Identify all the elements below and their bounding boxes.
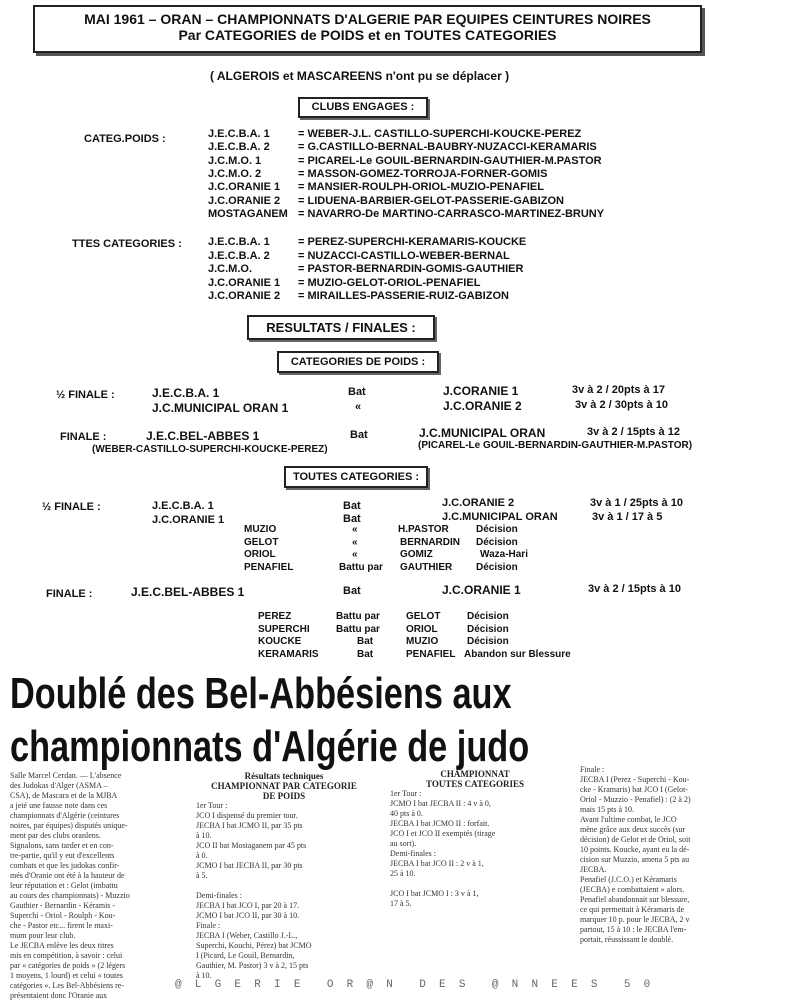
club-members: = NAVARRO-De MARTINO-CARRASCO-MARTINEZ-BRUNY (298, 207, 605, 220)
ttes-demi-label: ½ FINALE : (42, 501, 101, 513)
ttes-demi-1-a: J.E.C.B.A. 1 (152, 500, 214, 512)
poids-demi-2-b: J.C.ORANIE 2 (443, 399, 522, 413)
bout-result: Décision (467, 636, 509, 647)
club-members: = PICAREL-Le GOUIL-BERNARDIN-GAUTHIER-M.PASTOR (298, 154, 602, 167)
bout-verb: Battu par (336, 611, 380, 622)
ttes-demi-2-score: 3v à 1 / 17 à 5 (592, 511, 663, 523)
club-members: = WEBER-J.L. CASTILLO-SUPERCHI-KOUCKE-PEREZ (298, 128, 582, 140)
headline-line-2: championnats d'Algérie de judo (10, 722, 530, 771)
bout-fighter-a: PENAFIEL (244, 561, 294, 573)
club-members: = G.CASTILLO-BERNAL-BAUBRY-NUZACCI-KERAMARIS (298, 141, 597, 154)
ttes-finale-label: FINALE : (46, 588, 93, 600)
club-name: J.E.C.B.A. 2 (208, 141, 270, 154)
bout-verb: Bat (357, 648, 374, 660)
title-box (33, 5, 702, 53)
club-name: J.C.ORANIE 1 (208, 276, 281, 289)
bout-fighter-b: GAUTHIER (400, 561, 453, 573)
bout-verb: « (352, 536, 358, 548)
bout-fighter-a: ORIOL (244, 549, 276, 560)
bout-verb: Bat (357, 636, 374, 647)
ttes-finale-verb: Bat (343, 585, 361, 597)
club-members: = MASSON-GOMEZ-TORROJA-FORNER-GOMIS (298, 167, 548, 180)
bout-fighter-b: H.PASTOR (398, 524, 449, 535)
poids-demi-2-verb: « (355, 401, 362, 413)
bout-fighter-b: GELOT (406, 611, 441, 622)
club-name: J.C.M.O. 1 (208, 154, 262, 167)
poids-demi-1-score: 3v à 2 / 20pts à 17 (572, 384, 665, 396)
bout-verb: Battu par (339, 561, 383, 573)
poids-finale-a: J.E.C.BEL-ABBES 1 (146, 429, 260, 443)
ttes-demi-1-verb: Bat (343, 500, 361, 512)
newspaper-clipping (10, 665, 794, 1000)
bout-verb: Battu par (336, 623, 380, 635)
title-line-1: MAI 1961 – ORAN – CHAMPIONNATS D'ALGERIE PAR EQUIPES CEINTURES NOIRES (84, 11, 651, 27)
bout-verb: « (352, 549, 358, 560)
ttes-finale-b: J.C.ORANIE 1 (442, 583, 521, 597)
ttes-demi-2-verb: Bat (343, 513, 361, 525)
article-col-4: Finale : JECBA I (Perez - Superchi - Kou- cke - Kramaris) bat JCO I (Gelot- Oriol - Muzzio - Penafiel) : (2 à 2) mais 15 pts à 10. Avant l'ultime combat, le JCO mène grâce aux deux succès (sur décision) de Gelot et de Oriol, soit 10 points. Koucke, ayant eu la dé- cision sur Muzzio, amena 5 pts au JECBA. Penafiel (J.C.O.) et Kéramaris (JECBA) e combattaient » alors. Penafiel abandonnait sur blessure, ce qui permettait à Kéramaris de marquer 10 p. pour le JECBA, 2 v partout, 15 à 10 : le JECBA l'em- portait, réussissant le doublé. (580, 765, 691, 944)
article-col-3: 1er Tour : JCMO I bat JECBA II : 4 v à 0, 40 pts à 0. JECBA I bat JCMO II : forfait. JCO I et JCO II exemptés (tirage au sort). Demi-finales : JECBA I bat JCO II : 2 v à 1, 25 à 10. JCO I bat JCMO I : 3 v à 1, 17 à 5. (390, 789, 496, 908)
bout-result: Décision (467, 611, 509, 622)
ttes-demi-2-a: J.C.ORANIE 1 (152, 514, 225, 526)
ttes-finale-a: J.E.C.BEL-ABBES 1 (131, 585, 245, 599)
bout-fighter-a: KERAMARIS (258, 648, 319, 660)
bout-fighter-b: BERNARDIN (400, 536, 460, 548)
bout-result: Décision (476, 524, 518, 535)
bout-fighter-b: PENAFIEL (406, 648, 456, 660)
club-members: = MIRAILLES-PASSERIE-RUIZ-GABIZON (298, 290, 509, 302)
poids-finale-verb: Bat (350, 429, 368, 441)
poids-finale-score: 3v à 2 / 15pts à 12 (587, 426, 680, 438)
ttes-demi-2-b: J.C.MUNICIPAL ORAN (442, 511, 558, 523)
poids-demi-2-score: 3v à 2 / 30pts à 10 (575, 399, 668, 411)
club-members: = MANSIER-ROULPH-ORIOL-MUZIO-PENAFIEL (298, 181, 544, 194)
poids-demi-1-verb: Bat (348, 386, 366, 398)
club-members: = PASTOR-BERNARDIN-GOMIS-GAUTHIER (298, 263, 524, 275)
club-name: J.E.C.B.A. 2 (208, 249, 270, 262)
bout-result: Décision (476, 536, 518, 548)
cat-poids-title: CATEGORIES DE POIDS : (277, 351, 439, 373)
club-name: J.E.C.B.A. 1 (208, 128, 270, 140)
title-line-2: Par CATEGORIES de POIDS et en TOUTES CATEGORIES (178, 27, 557, 43)
club-members: = PEREZ-SUPERCHI-KERAMARIS-KOUCKE (298, 236, 527, 248)
bout-fighter-a: GELOT (244, 536, 279, 548)
article-col-1: Salle Marcel Cerdan. — L'absence des Judokas d'Alger (ASMA – CSA), de Mascara et de la MJBA a jeté une fausse note dans ces championnats d'Algérie (ceintures noires, par équipes) disputés unique- ment par des clubs oranlens. Signalons, sans tarder et en con- tre-partie, qu'il y eut d'excellents combats et que les judokas confir- més d'Oranie ont été à la hauteur de leur réputation et : Gelot (imbattu au cours des championnats) - Muzzio Gauthier - Bernardin - Kéramis - Superchi - Oriol - Roulph - Kou- che - Pastor etc... firent le maxi- mum pour leur club. Le JECBA enlève les deux titres mis en compétition, à savoir : celui par « catégories de poids » (2 légers 1 moyens, 1 lourd) et celui « toutes catégories ». Les Bel-Abbésiens re- présentaient donc l'Oranie aux (10, 771, 130, 1000)
results-title: RESULTATS / FINALES : (247, 315, 435, 340)
club-name: J.C.ORANIE 1 (208, 181, 281, 194)
watermark: @ L G E R I E O R @ N D E S @ N N E E S 5 0 (175, 979, 651, 991)
club-name: J.C.M.O. (208, 263, 253, 275)
clubs-title: CLUBS ENGAGES : (298, 97, 428, 118)
bout-result: Décision (476, 561, 518, 573)
poids-finale-a-team: (WEBER-CASTILLO-SUPERCHI-KOUCKE-PEREZ) (92, 444, 328, 455)
bout-fighter-b: ORIOL (406, 623, 438, 635)
absent-note: ( ALGEROIS et MASCAREENS n'ont pu se déplacer ) (210, 69, 510, 83)
ttes-finale-score: 3v à 2 / 15pts à 10 (588, 583, 681, 595)
club-name: MOSTAGANEM (208, 207, 288, 220)
bout-result: Abandon sur Blessure (464, 648, 571, 660)
categ-label: CATEG.POIDS : (84, 133, 166, 145)
bout-fighter-a: KOUCKE (258, 636, 302, 647)
bout-fighter-b: GOMIZ (400, 549, 433, 560)
article-col-3-title: CHAMPIONNAT TOUTES CATEGORIES (426, 769, 524, 789)
ttes-title: TOUTES CATEGORIES : (284, 466, 428, 488)
ttes-demi-1-score: 3v à 1 / 25pts à 10 (590, 497, 683, 509)
bout-result: Waza-Hari (480, 549, 528, 560)
bout-fighter-a: PEREZ (258, 611, 292, 622)
club-name: J.C.M.O. 2 (208, 167, 262, 180)
poids-demi-1-a: J.E.C.B.A. 1 (152, 386, 220, 400)
poids-demi-1-b: J.CORANIE 1 (443, 384, 519, 398)
club-name: J.C.ORANIE 2 (208, 290, 281, 302)
article-col-2: 1er Tour : JCO I dispensé du premier tour. JECBA I bat JCMO II, par 35 pts à 10. JCO II bat Mostaganem par 45 pts à 0. JCMO I bat JECBA II, par 30 pts à 5. Demi-finales : JECBA I bat JCO I, par 20 à 17. JCMO I bat JCO II, par 30 à 10. Finale : JECBA I (Weber, Castillo J.-L., Superchi, Kouchi, Pérez) bat JCMO I (Picard, Le Gouil, Bernardin, Gauthier, M. Pastor) 3 v à 2, 15 pts à 10. (196, 801, 312, 980)
bout-result: Décision (467, 623, 509, 635)
ttes-label: TTES CATEGORIES : (72, 238, 182, 250)
club-name: J.C.ORANIE 2 (208, 194, 281, 207)
article-col-2-title: Résultats techniques CHAMPIONNAT PAR CATEGORIE DE POIDS (211, 771, 357, 801)
poids-demi-2-a: J.C.MUNICIPAL ORAN 1 (152, 401, 289, 415)
bout-fighter-a: SUPERCHI (258, 623, 310, 635)
club-members: = NUZACCI-CASTILLO-WEBER-BERNAL (298, 249, 510, 262)
headline-line-1: Doublé des Bel-Abbésiens aux (10, 669, 512, 718)
bout-verb: « (352, 524, 358, 535)
ttes-demi-1-b: J.C.ORANIE 2 (442, 497, 515, 509)
article-col-3-wrap (390, 769, 560, 939)
bout-fighter-b: MUZIO (406, 636, 439, 647)
club-members: = LIDUENA-BARBIER-GELOT-PASSERIE-GABIZON (298, 194, 564, 207)
poids-finale-label: FINALE : (60, 431, 107, 443)
poids-finale-b: J.C.MUNICIPAL ORAN (419, 426, 546, 440)
bout-fighter-a: MUZIO (244, 524, 277, 535)
club-name: J.E.C.B.A. 1 (208, 236, 270, 248)
article-col-2-wrap (196, 771, 372, 980)
club-members: = MUZIO-GELOT-ORIOL-PENAFIEL (298, 276, 481, 289)
poids-finale-b-team: (PICAREL-Le GOUIL-BERNARDIN-GAUTHIER-M.PASTOR) (418, 440, 693, 451)
poids-demi-label: ½ FINALE : (56, 389, 115, 401)
